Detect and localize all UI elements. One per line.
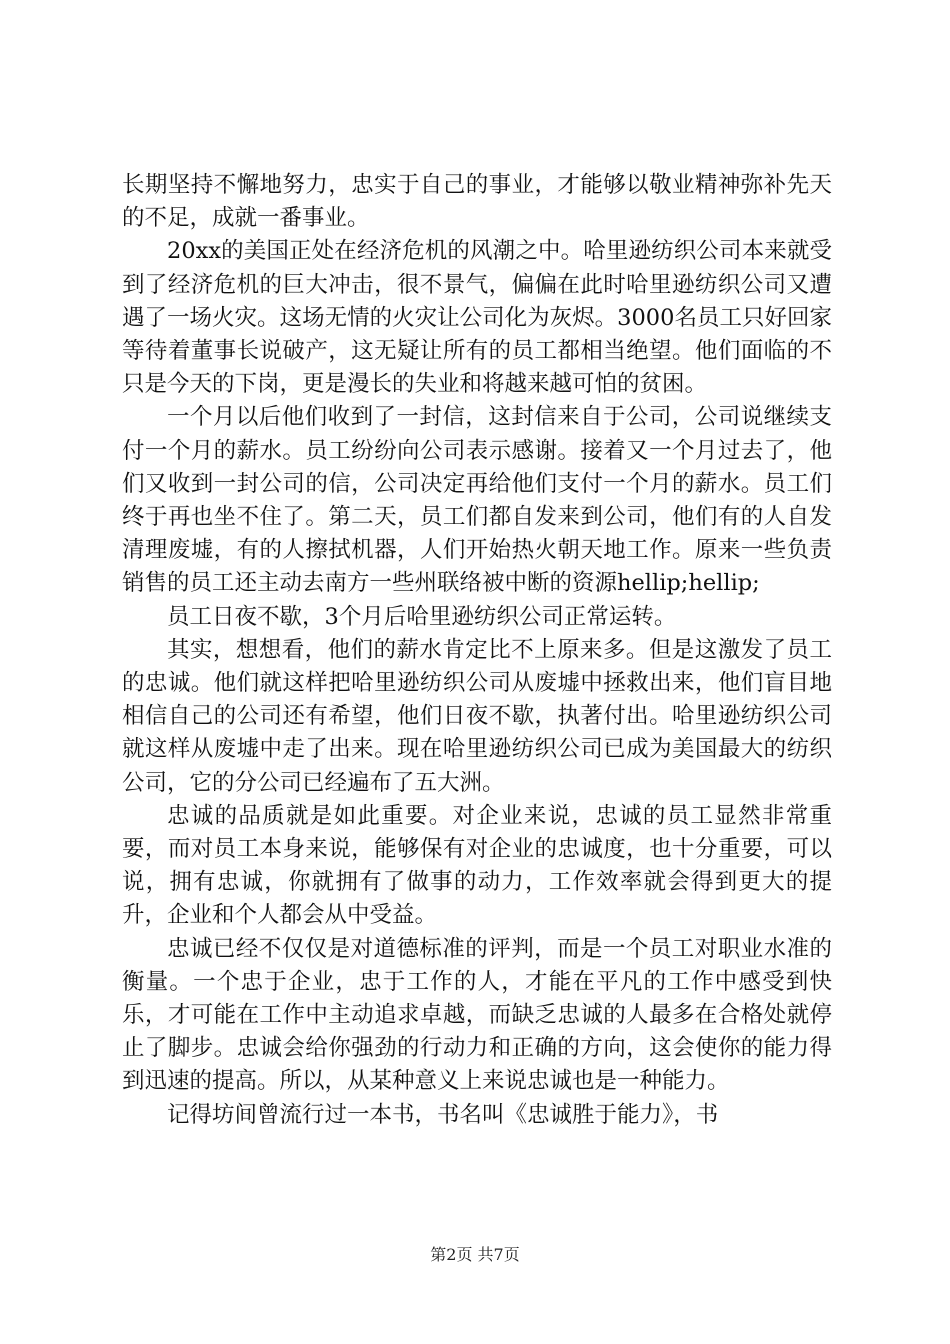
page-number-footer: 第2页 共7页 [430, 1245, 520, 1264]
paragraph-8: 记得坊间曾流行过一本书，书名叫《忠诚胜于能力》，书 [167, 1101, 719, 1128]
paragraph-2: 20xx的美国正处在经济危机的风潮之中。哈里逊纺织公司本来就受到了经济危机的巨大冲击，很不景气，偏偏在此时哈里逊纺织公司又遭遇了一场火灾。这场无情的火灾让公司化为灰烬。3000名员工只好回家等待着董事长说破产，这无疑让所有的员工都相当绝望。他们面临的不只是今天的下岗，更是漫长的失业和将越来越可怕的贫困。 [122, 238, 832, 398]
paragraph-1: 长期坚持不懈地努力，忠实于自己的事业，才能够以敬业精神弥补先天的不足，成就一番事业。 [122, 172, 832, 232]
document-body [122, 169, 832, 1132]
paragraph-6: 忠诚的品质就是如此重要。对企业来说，忠诚的员工显然非常重要，而对员工本身来说，能够保有对企业的忠诚度，也十分重要，可以说，拥有忠诚，你就拥有了做事的动力，工作效率就会得到更大的提升，企业和个人都会从中受益。 [122, 802, 832, 929]
paragraph-7: 忠诚已经不仅仅是对道德标准的评判，而是一个员工对职业水准的衡量。一个忠于企业，忠于工作的人，才能在平凡的工作中感受到快乐，才可能在工作中主动追求卓越，而缺乏忠诚的人最多在合格处就停止了脚步。忠诚会给你强劲的行动力和正确的方向，这会使你的能力得到迅速的提高。所以，从某种意义上来说忠诚也是一种能力。 [122, 935, 832, 1095]
paragraph-4: 员工日夜不歇，3个月后哈里逊纺织公司正常运转。 [167, 603, 677, 630]
paragraph-3: 一个月以后他们收到了一封信，这封信来自于公司，公司说继续支付一个月的薪水。员工纷纷向公司表示感谢。接着又一个月过去了，他们又收到一封公司的信，公司决定再给他们支付一个月的薪水。员工们终于再也坐不住了。第二天，员工们都自发来到公司，他们有的人自发清理废墟，有的人擦拭机器，人们开始热火朝天地工作。原来一些负责销售的员工还主动去南方一些州联络被中断的资源hellip;hellip; [122, 404, 832, 597]
paragraph-5: 其实，想想看，他们的薪水肯定比不上原来多。但是这激发了员工的忠诚。他们就这样把哈里逊纺织公司从废墟中拯救出来，他们盲目地相信自己的公司还有希望，他们日夜不歇，执著付出。哈里逊纺织公司就这样从废墟中走了出来。现在哈里逊纺织公司已成为美国最大的纺织公司，它的分公司已经遍布了五大洲。 [122, 636, 832, 796]
